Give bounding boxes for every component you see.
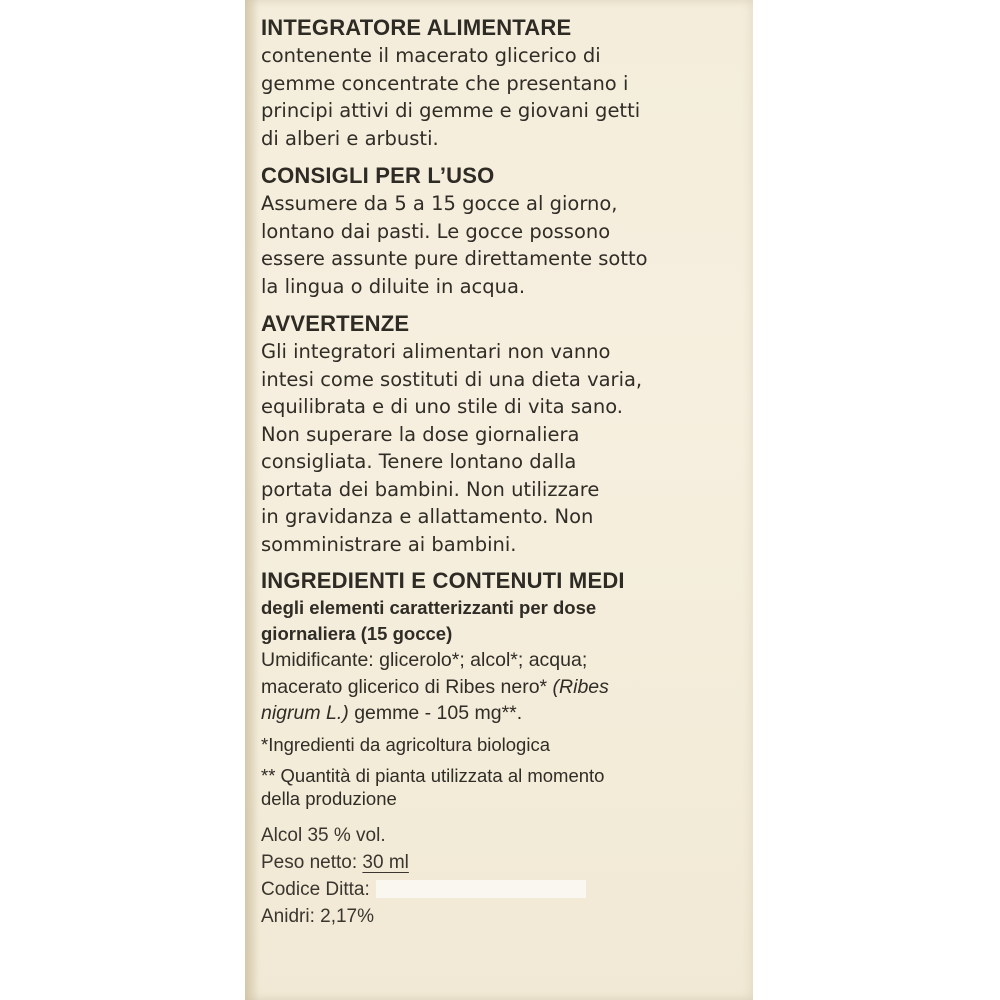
intro-line: contenente il macerato glicerico di: [261, 44, 601, 67]
warnings-line: consigliata. Tenere lontano dalla: [261, 450, 577, 473]
warnings-line: somministrare ai bambini.: [261, 532, 517, 556]
usage-heading: CONSIGLI PER L’USO: [261, 163, 495, 188]
ingredients-line: Umidificante: glicerolo*; alcol*; acqua;: [261, 649, 588, 671]
redacted-code: [376, 880, 586, 898]
quantity-note: ** Quantità di pianta utilizzata al momento: [261, 764, 605, 786]
usage-line: essere assunte pure direttamente sotto: [261, 247, 648, 270]
intro-heading: INTEGRATORE ALIMENTARE: [261, 15, 572, 40]
ingredient-text: gemme - 105 mg**.: [348, 702, 523, 724]
ingredient-text: macerato glicerico di Ribes nero*: [261, 675, 548, 698]
ingredients-subheading: giornaliera (15 gocce): [261, 623, 453, 644]
net-weight-label: Peso netto:: [261, 851, 363, 873]
warnings-line: portata dei bambini. Non utilizzare: [261, 477, 600, 501]
ingredients-heading: INGREDIENTI E CONTENUTI MEDI: [261, 568, 625, 593]
warnings-line: in gravidanza e allattamento. Non: [261, 505, 594, 528]
company-code: [261, 876, 745, 903]
company-code-label: Codice Ditta:: [261, 878, 370, 900]
ingredients-line: [261, 674, 745, 701]
net-weight-value: 30 ml: [362, 851, 409, 873]
intro-line: gemme concentrate che presentano i: [261, 71, 629, 95]
botanical-name: nigrum L.): [261, 702, 349, 724]
product-label: [245, 0, 753, 1000]
quantity-note: della produzione: [261, 787, 397, 809]
warnings-heading: AVVERTENZE: [261, 311, 410, 336]
warnings-line: equilibrata e di uno stile di vita sano.: [261, 395, 623, 418]
warnings-line: intesi come sostituti di una dieta varia,: [261, 367, 643, 391]
ingredients-line: [261, 700, 745, 727]
usage-line: Assumere da 5 a 15 gocce al giorno,: [261, 192, 618, 215]
usage-line: lontano dai pasti. Le gocce possono: [261, 219, 611, 243]
usage-line: la lingua o diluite in acqua.: [261, 274, 526, 298]
net-weight: [261, 849, 745, 876]
alcohol-content: Alcol 35 % vol.: [261, 824, 386, 846]
intro-line: di alberi e arbusti.: [261, 126, 439, 150]
botanical-name: (Ribes: [547, 675, 609, 698]
ingredients-subheading: degli elementi caratterizzanti per dose: [261, 597, 597, 618]
label-content: [261, 14, 745, 930]
label-edge-shadow: [245, 0, 259, 1000]
warnings-line: Non superare la dose giornaliera: [261, 422, 580, 446]
anhydrous-content: Anidri: 2,17%: [261, 905, 375, 927]
intro-line: principi attivi di gemme e giovani getti: [261, 99, 641, 122]
warnings-line: Gli integratori alimentari non vanno: [261, 340, 611, 363]
organic-note: *Ingredienti da agricoltura biologica: [261, 733, 550, 755]
